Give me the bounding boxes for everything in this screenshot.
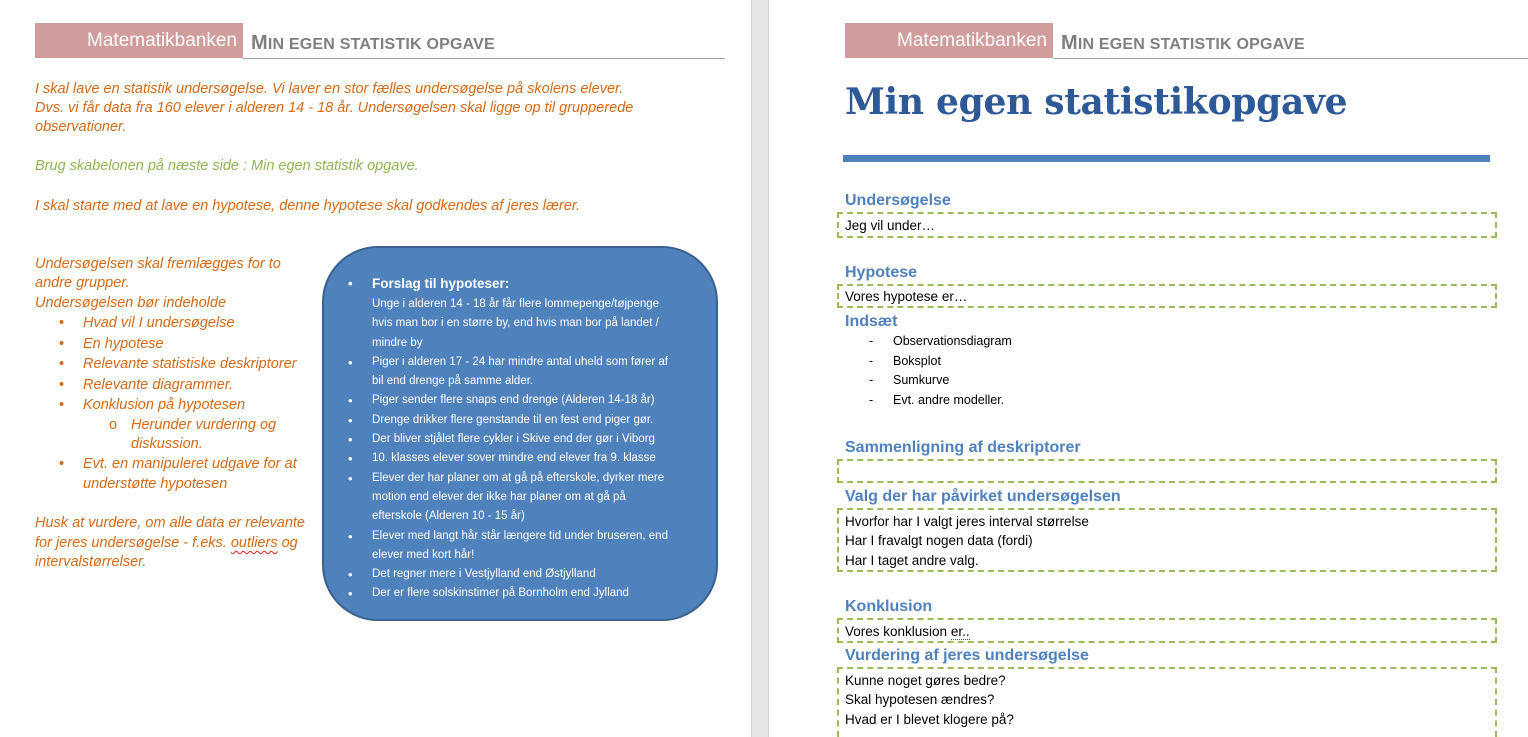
list-item-cont: understøtte hypotesen [83,476,228,492]
grammar-marked-word[interactable]: er.. [950,624,970,639]
list-item: • Evt. en manipuleret udgave for at [59,456,297,472]
list-item: • Hvad vil I undersøgelse [59,315,235,331]
reminder-line: intervalstørrelser. [35,554,147,570]
field-text[interactable]: Hvad er I blevet klogere på? [845,712,1014,727]
section-heading: Konklusion [845,598,933,615]
hypothesis-item-line: efterskole (Alderen 10 - 15 år) [372,510,525,523]
hypothesis-list [348,272,698,604]
section-heading: Vurdering af jeres undersøgelse [845,647,1089,664]
text-field-box[interactable] [837,212,1497,238]
hypothesis-item-line: • Elever der har planer om at gå på efterskole, dyrker mere [372,471,665,484]
document-page-left [0,0,751,737]
section-heading: Valg der har påvirket undersøgelsen [845,488,1121,505]
hypothesis-line: hvis man bor i en større by, end hvis man bor på landet / [372,317,659,330]
hypothesis-item [348,469,698,527]
list-item: • Relevante statistiske deskriptorer [59,356,297,372]
hypothesis-item-line: • Der er flere solskinstimer på Bornholm end Jylland [372,587,629,600]
hypothesis-item-line: • Piger sender flere snaps end drenge (Alderen 14-18 år) [372,394,655,407]
hypothesis-item [348,449,698,468]
intro-line: observationer. [35,119,127,135]
hypothesis-suggestions-callout[interactable] [322,246,718,621]
intro-line: I skal lave en statistik undersøgelse. Vi laver en stor fælles undersøgelse på skolens elever. [35,81,624,97]
presentation-line: andre grupper. [35,275,130,291]
field-text[interactable]: Kunne noget gøres bedre? [845,673,1006,688]
section-heading: Hypotese [845,264,918,281]
document-page-right: Matematikbanken MIN EGEN STATISTIK OPGAVE Min egen statistikopgave Undersøgelse Jeg vil under… Hypotese Vores hypotese er… Indsæt - Observationsdiagram - Boksplot - Sumkurve - Evt. andre modeller. Sammenligning af deskriptorer Valg der har påvirket undersøgelsen Hvorfor har I valgt jeres interval størrelse Har I fravalgt nogen data (fordi) Har I taget andre valg. Konklusion Vores konklusion er.. Vurdering af jeres undersøgelse Kunne noget gøres bedre? Skal hypotesen ændres? Hvad er I blevet klogere på? [769,0,1528,737]
header-rule [243,58,725,59]
header-title: MIN EGEN STATISTIK OPGAVE [1061,32,1305,54]
hypothesis-item [348,584,698,603]
list-item: • Konklusion på hypotesen [59,397,246,413]
hypothesis-item-line: motion end elever der ikke har planer om at gå på [372,490,626,503]
document-title: Min egen statistikopgave [845,81,1348,123]
title-rule [843,155,1490,162]
section-heading: Indsæt [845,313,898,330]
field-text[interactable]: Jeg vil under… [845,218,936,233]
hypothesis-item-line: • 10. klasses elever sover mindre end elever fra 9. klasse [372,452,656,465]
header-rule [1053,58,1528,59]
contents-label: Undersøgelsen bør indeholde [35,295,227,311]
hypothesis-item [348,391,698,410]
hypothesis-item [348,411,698,430]
hypothesis-item-line: • Drenge drikker flere genstande til en fest end piger gør. [372,413,654,426]
section-heading: Sammenligning af deskriptorer [845,439,1081,456]
presentation-line: Undersøgelsen skal fremlægges for to [35,256,281,272]
hypothesis-note: I skal starte med at lave en hypotese, denne hypotese skal godkendes af jeres lærer. [35,198,581,214]
field-text[interactable]: Vores hypotese er… [845,289,968,304]
field-text[interactable]: Vores konklusion er.. [845,624,970,639]
field-text[interactable]: Har I fravalgt nogen data (fordi) [845,533,1033,548]
hypothesis-item [348,527,698,566]
hypothesis-item [348,565,698,584]
hypothesis-item-line: bil end drenge på samme alder. [372,375,534,388]
hypothesis-item-line: • Der bliver stjålet flere cykler i Skive end der gør i Viborg [372,433,655,446]
reminder-line: Husk at vurdere, om alle data er relevante [35,515,305,531]
sub-list-item-cont: diskussion. [131,436,203,452]
intro-line: Dvs. vi får data fra 160 elever i alderen 14 - 18 år. Undersøgelsen skal ligge op til grupperede [35,100,634,116]
hypothesis-line: Unge i alderen 14 - 18 år får flere lommepenge/tøjpenge [372,298,660,310]
list-item: • Relevante diagrammer. [59,377,234,393]
field-text[interactable]: Skal hypotesen ændres? [845,692,995,707]
hypothesis-heading: • Forslag til hypoteser: [348,272,698,295]
hypothesis-item-line: • Det regner mere i Vestjylland end Østjylland [372,568,596,581]
brand-band: Matematikbanken [35,23,243,58]
list-item: • En hypotese [59,336,164,352]
field-text[interactable]: Har I taget andre valg. [845,553,979,568]
field-text[interactable]: Hvorfor har I valgt jeres interval størrelse [845,514,1089,529]
hypothesis-item [348,430,698,449]
sub-list-item: o Herunder vurdering og [109,417,277,433]
brand-band: Matematikbanken [845,23,1053,58]
hypothesis-item [348,353,698,392]
hypothesis-item-line: elever med kort hår! [372,548,475,561]
hypothesis-item-line: • Piger i alderen 17 - 24 har mindre antal uheld som fører af [372,355,668,368]
spellcheck-word[interactable]: outliers [230,535,278,551]
template-hint: Brug skabelonen på næste side : Min egen statistik opgave. [35,158,419,174]
text-field-box[interactable] [837,459,1497,483]
page-gutter [751,0,769,737]
header-title: MIN EGEN STATISTIK OPGAVE [251,32,495,54]
hypothesis-item-line: • Elever med langt hår står længere tid under bruseren, end [372,529,668,542]
hypothesis-line: mindre by [372,336,423,349]
reminder-line: for jeres undersøgelse - f.eks. outliers og [35,535,298,551]
section-heading: Undersøgelse [845,192,951,209]
